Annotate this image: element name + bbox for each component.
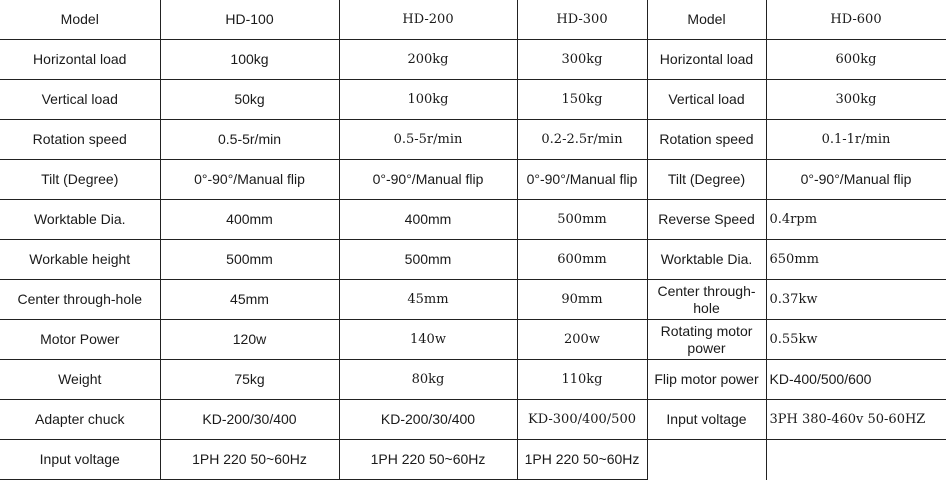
cell-hd600: 600kg [766, 40, 946, 80]
cell-hd600: HD-600 [766, 0, 946, 40]
cell-hd200: 100kg [339, 80, 517, 120]
cell-hd100: 400mm [160, 200, 339, 240]
cell-hd200: 80kg [339, 360, 517, 400]
cell-hd200: 140w [339, 320, 517, 360]
row-label-right: Worktable Dia. [647, 240, 766, 280]
cell-hd600: 0.4rpm [766, 200, 946, 240]
row-label: Weight [0, 360, 160, 400]
cell-hd200: 1PH 220 50~60Hz [339, 440, 517, 480]
row-label: Model [0, 0, 160, 40]
row-label: Rotation speed [0, 120, 160, 160]
row-label-right: Vertical load [647, 80, 766, 120]
table-row [0, 240, 946, 280]
cell-hd600: 650mm [766, 240, 946, 280]
cell-hd100: 0.5-5r/min [160, 120, 339, 160]
cell-hd300: 110kg [517, 360, 647, 400]
cell-hd100: 75kg [160, 360, 339, 400]
row-label-right: Reverse Speed [647, 200, 766, 240]
cell-hd300: 150kg [517, 80, 647, 120]
table-row [0, 40, 946, 80]
row-label-right: Model [647, 0, 766, 40]
cell-hd200: 200kg [339, 40, 517, 80]
cell-hd300: 90mm [517, 280, 647, 320]
table-row [0, 320, 946, 360]
cell-hd300: HD-300 [517, 0, 647, 40]
cell-hd600: 0.37kw [766, 280, 946, 320]
cell-hd300: KD-300/400/500 [517, 400, 647, 440]
cell-hd200: 500mm [339, 240, 517, 280]
cell-hd300: 500mm [517, 200, 647, 240]
table-row [0, 200, 946, 240]
table-row [0, 160, 946, 200]
table-row [0, 280, 946, 320]
table-row [0, 80, 946, 120]
cell-hd100: 50kg [160, 80, 339, 120]
cell-hd600: 300kg [766, 80, 946, 120]
table-row [0, 360, 946, 400]
cell-hd100: 1PH 220 50~60Hz [160, 440, 339, 480]
cell-hd200: 45mm [339, 280, 517, 320]
row-label: Horizontal load [0, 40, 160, 80]
cell-hd200: KD-200/30/400 [339, 400, 517, 440]
row-label-right: Rotation speed [647, 120, 766, 160]
cell-hd200: 0°-90°/Manual flip [339, 160, 517, 200]
row-label: Vertical load [0, 80, 160, 120]
table-row [0, 440, 946, 480]
cell-hd300: 0.2-2.5r/min [517, 120, 647, 160]
empty-cell [647, 440, 766, 480]
cell-hd100: 100kg [160, 40, 339, 80]
cell-hd100: 0°-90°/Manual flip [160, 160, 339, 200]
cell-hd600: 0°-90°/Manual flip [766, 160, 946, 200]
row-label: Center through-hole [0, 280, 160, 320]
cell-hd300: 1PH 220 50~60Hz [517, 440, 647, 480]
cell-hd300: 600mm [517, 240, 647, 280]
row-label: Adapter chuck [0, 400, 160, 440]
cell-hd100: 45mm [160, 280, 339, 320]
row-label: Worktable Dia. [0, 200, 160, 240]
cell-hd100: 120w [160, 320, 339, 360]
row-label-right: Input voltage [647, 400, 766, 440]
cell-hd200: 400mm [339, 200, 517, 240]
cell-hd100: HD-100 [160, 0, 339, 40]
row-label: Motor Power [0, 320, 160, 360]
empty-cell [766, 440, 946, 480]
row-label-right: Horizontal load [647, 40, 766, 80]
row-label-right: Center through-hole [647, 280, 766, 320]
row-label-right: Flip motor power [647, 360, 766, 400]
cell-hd600: KD-400/500/600 [766, 360, 946, 400]
row-label: Tilt (Degree) [0, 160, 160, 200]
cell-hd100: 500mm [160, 240, 339, 280]
cell-hd600: 0.1-1r/min [766, 120, 946, 160]
row-label: Input voltage [0, 440, 160, 480]
row-label: Workable height [0, 240, 160, 280]
cell-hd600: 0.55kw [766, 320, 946, 360]
cell-hd300: 300kg [517, 40, 647, 80]
table-row [0, 0, 946, 40]
cell-hd600: 3PH 380-460v 50-60HZ [766, 400, 946, 440]
cell-hd300: 0°-90°/Manual flip [517, 160, 647, 200]
cell-hd200: 0.5-5r/min [339, 120, 517, 160]
cell-hd300: 200w [517, 320, 647, 360]
cell-hd200: HD-200 [339, 0, 517, 40]
row-label-right: Rotating motor power [647, 320, 766, 360]
cell-hd100: KD-200/30/400 [160, 400, 339, 440]
table-row [0, 120, 946, 160]
row-label-right: Tilt (Degree) [647, 160, 766, 200]
table-row [0, 400, 946, 440]
